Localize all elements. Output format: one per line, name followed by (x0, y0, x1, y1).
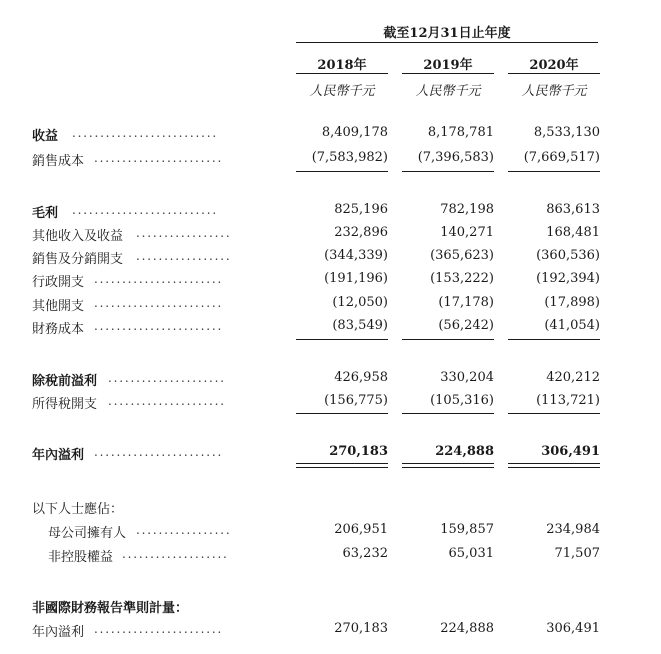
cell-other-income-2018: 232,896 (334, 225, 388, 240)
leader-dots: ................... (122, 547, 229, 561)
subtotal-rule-2018 (296, 339, 388, 340)
cell-profit-before-tax-2019: 330,204 (440, 370, 494, 385)
row-label-profit-before-tax: 除稅前溢利 (32, 374, 98, 389)
cell-owners-of-parent-2020: 234,984 (546, 522, 600, 537)
cell-finance-costs-2018: (83,549) (332, 318, 388, 333)
cell-admin-expenses-2019: (153,222) (430, 271, 494, 286)
cell-selling-expenses-2019: (365,623) (430, 248, 494, 263)
cell-gross-profit-2020: 863,613 (546, 202, 600, 217)
cell-finance-costs-2020: (41,054) (544, 318, 600, 333)
cell-profit-before-tax-2020: 420,212 (546, 370, 600, 385)
row-label-other-income: 其他收入及收益 (32, 229, 124, 244)
cell-revenue-2018: 8,409,178 (321, 125, 388, 140)
row-label-owners-of-parent: 母公司擁有人 (48, 526, 127, 541)
unit-2019: 人民幣千元 (415, 84, 481, 99)
leader-dots: ..................... (108, 371, 226, 385)
row-label-non-ifrs-profit: 年內溢利 (32, 625, 85, 640)
cell-profit-for-year-2019: 224,888 (435, 444, 494, 459)
cell-profit-for-year-2020: 306,491 (541, 444, 600, 459)
cell-income-tax-2018: (156,775) (324, 393, 388, 408)
cell-non-controlling-2019: 65,031 (448, 546, 494, 561)
cell-admin-expenses-2020: (192,394) (536, 271, 600, 286)
cell-non-ifrs-profit-2018: 270,183 (334, 621, 388, 636)
cell-other-expenses-2020: (17,898) (544, 295, 600, 310)
header-rule (296, 42, 598, 43)
row-label-profit-for-year: 年內溢利 (32, 448, 85, 463)
subtotal-rule-2018 (296, 413, 388, 414)
year-heading-2019: 2019年 (423, 58, 473, 73)
cell-income-tax-2019: (105,316) (430, 393, 494, 408)
row-label-non-controlling: 非控股權益 (48, 550, 114, 565)
leader-dots: ................. (136, 249, 232, 263)
year-rule-2018 (296, 73, 388, 74)
leader-dots: ....................... (94, 151, 224, 165)
row-label-other-expenses: 其他開支 (32, 299, 85, 314)
cell-revenue-2020: 8,533,130 (533, 125, 600, 140)
section-label-non-ifrs: 非國際財務報告準則計量： (32, 601, 189, 616)
year-rule-2020 (508, 73, 600, 74)
cell-gross-profit-2019: 782,198 (440, 202, 494, 217)
cell-owners-of-parent-2018: 206,951 (334, 522, 388, 537)
cell-profit-before-tax-2018: 426,958 (334, 370, 388, 385)
leader-dots: .......................... (72, 126, 218, 140)
cell-other-expenses-2019: (17,178) (438, 295, 494, 310)
leader-dots: ....................... (94, 296, 224, 310)
cell-selling-expenses-2018: (344,339) (324, 248, 388, 263)
row-label-selling-expenses: 銷售及分銷開支 (32, 252, 124, 267)
cell-revenue-2019: 8,178,781 (427, 125, 494, 140)
cell-cost-of-sales-2020: (7,669,517) (523, 150, 600, 165)
leader-dots: ....................... (94, 272, 224, 286)
cell-cost-of-sales-2019: (7,396,583) (417, 150, 494, 165)
subtotal-rule-2020 (508, 413, 600, 414)
leader-dots: ....................... (94, 445, 224, 459)
section-label-attributable: 以下人士應佔： (32, 502, 124, 517)
leader-dots: ....................... (94, 319, 224, 333)
cell-finance-costs-2019: (56,242) (438, 318, 494, 333)
leader-dots: ................. (136, 226, 232, 240)
cell-cost-of-sales-2018: (7,583,982) (311, 150, 388, 165)
row-label-revenue: 收益 (32, 129, 59, 144)
leader-dots: .......................... (72, 203, 218, 217)
leader-dots: ..................... (108, 394, 226, 408)
cell-gross-profit-2018: 825,196 (334, 202, 388, 217)
cell-profit-for-year-2018: 270,183 (329, 444, 388, 459)
cell-owners-of-parent-2019: 159,857 (440, 522, 494, 537)
total-double-rule-2018 (296, 463, 388, 468)
subtotal-rule-2019 (402, 413, 494, 414)
cell-other-income-2020: 168,481 (546, 225, 600, 240)
leader-dots: ....................... (94, 622, 224, 636)
subtotal-rule-2018 (296, 171, 388, 172)
unit-2018: 人民幣千元 (309, 84, 375, 99)
year-heading-2018: 2018年 (317, 58, 367, 73)
cell-non-ifrs-profit-2019: 224,888 (440, 621, 494, 636)
row-label-gross-profit: 毛利 (32, 206, 59, 221)
cell-non-controlling-2020: 71,507 (554, 546, 600, 561)
year-rule-2019 (402, 73, 494, 74)
cell-non-controlling-2018: 63,232 (342, 546, 388, 561)
cell-other-expenses-2018: (12,050) (332, 295, 388, 310)
cell-non-ifrs-profit-2020: 306,491 (546, 621, 600, 636)
total-double-rule-2019 (402, 463, 494, 468)
period-heading: 截至12月31日止年度 (383, 26, 511, 41)
row-label-finance-costs: 財務成本 (32, 322, 85, 337)
row-label-income-tax: 所得稅開支 (32, 397, 98, 412)
cell-selling-expenses-2020: (360,536) (536, 248, 600, 263)
subtotal-rule-2020 (508, 171, 600, 172)
subtotal-rule-2019 (402, 171, 494, 172)
subtotal-rule-2019 (402, 339, 494, 340)
leader-dots: ................. (136, 523, 232, 537)
subtotal-rule-2020 (508, 339, 600, 340)
total-double-rule-2020 (508, 463, 600, 468)
cell-other-income-2019: 140,271 (440, 225, 494, 240)
year-heading-2020: 2020年 (529, 58, 579, 73)
cell-income-tax-2020: (113,721) (536, 393, 600, 408)
unit-2020: 人民幣千元 (521, 84, 587, 99)
row-label-cost-of-sales: 銷售成本 (32, 154, 85, 169)
cell-admin-expenses-2018: (191,196) (324, 271, 388, 286)
row-label-admin-expenses: 行政開支 (32, 275, 85, 290)
